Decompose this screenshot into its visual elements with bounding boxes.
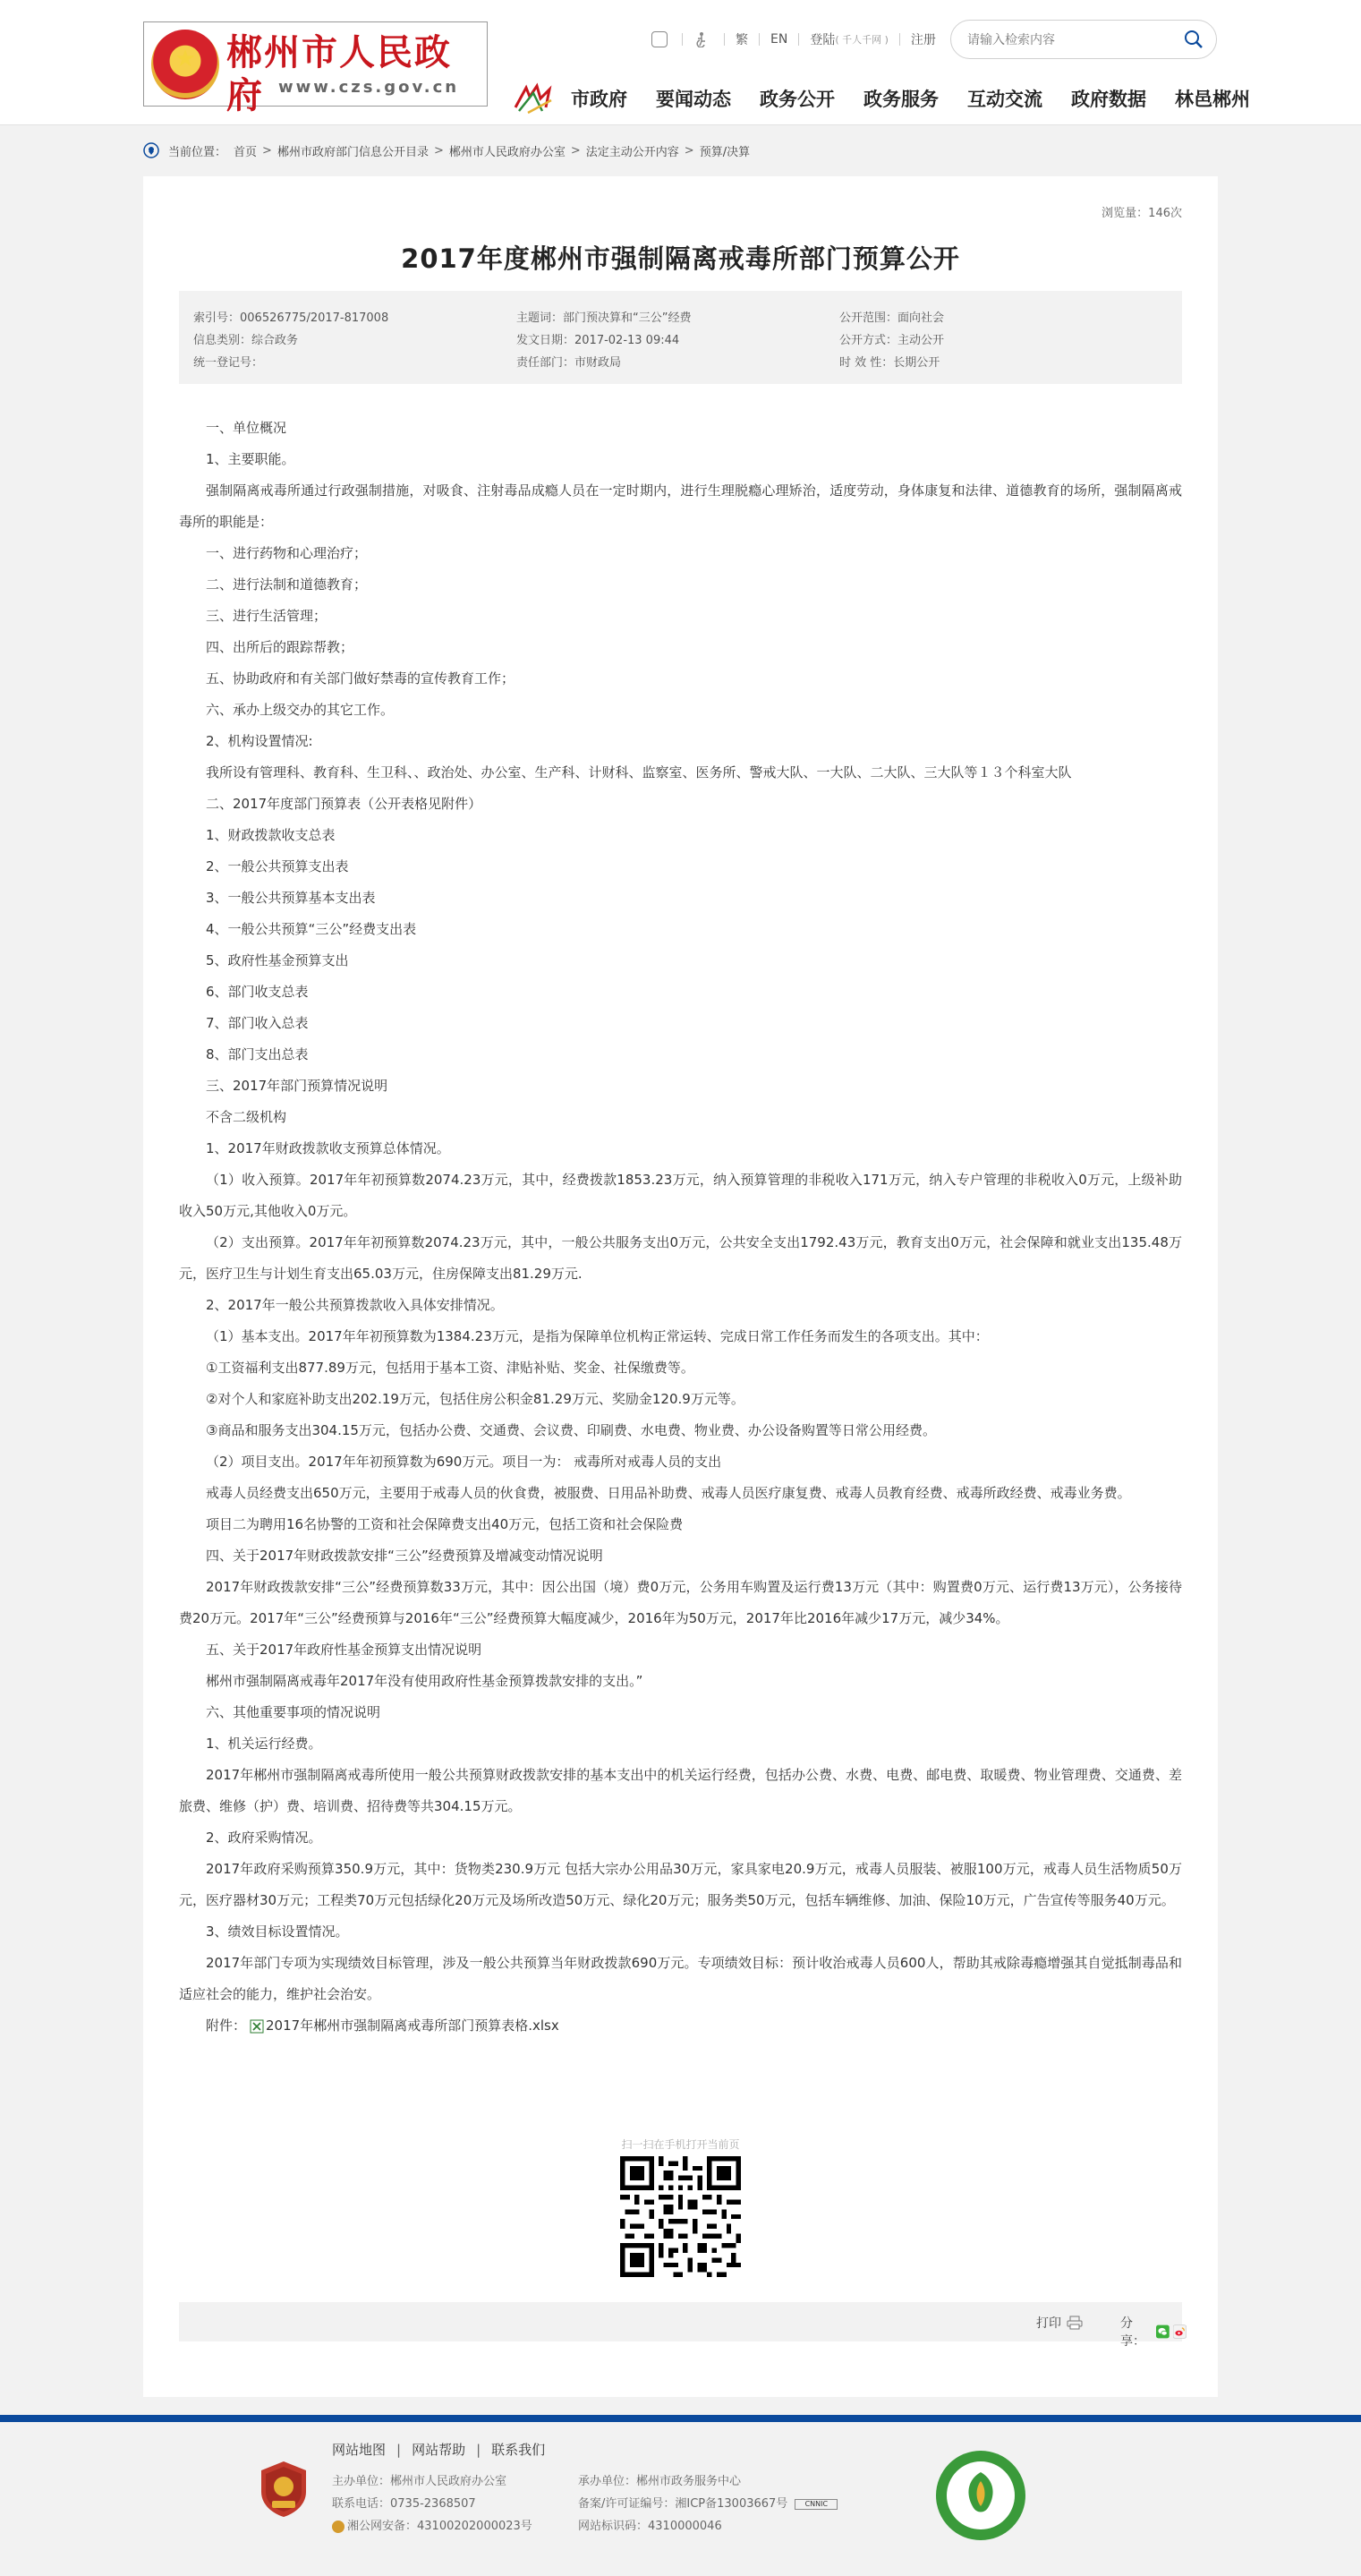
paragraph: 四、出所后的跟踪帮教； xyxy=(206,639,354,655)
footer-host: 主办单位：郴州市人民政府办公室 xyxy=(332,2475,507,2488)
paragraph: 1、机关运行经费。 xyxy=(206,1736,322,1752)
paragraph: 强制隔离戒毒所通过行政强制措施，对吸食、注射毒品成瘾人员在一定时期内，进行生理脱瘾心理矫治，适度劳动，身体康复和法律、道德教育的场所，强制隔离戒毒所的职能是： xyxy=(179,482,1182,530)
breadcrumb-item[interactable]: 郴州市人民政府办公室 xyxy=(448,145,566,159)
article-body xyxy=(179,413,1182,2042)
footer-link-help[interactable]: 网站帮助 xyxy=(412,2442,466,2458)
qr-code xyxy=(620,2156,741,2277)
site-logo[interactable] xyxy=(143,21,488,116)
paragraph: 2、一般公共预算支出表 xyxy=(206,858,349,874)
attachment-link[interactable]: 2017年郴州市强制隔离戒毒所部门预算表格.xlsx xyxy=(266,2017,559,2034)
paragraph: （1）收入预算。2017年年初预算数2074.23万元，其中，经费拨款1853.23万元，纳入预算管理的非税收入171万元，纳入专户管理的非税收入0万元，上级补助收入50万元,其他收入0万元。 xyxy=(179,1172,1182,1219)
share-label: 分享： xyxy=(1120,2316,1145,2349)
paragraph: 2017年部门专项为实现绩效目标管理，涉及一般公共预算当年财政拨款690万元。专项绩效目标：预计收治戒毒人员600人，帮助其戒除毒瘾增强其自觉抵制毒品和适应社会的能力，维护社会治安。 xyxy=(179,1955,1182,2002)
login-note: ( 千人千网 ) xyxy=(835,34,889,46)
paragraph: 3、绩效目标设置情况。 xyxy=(206,1923,349,1940)
printer-icon xyxy=(1067,2315,1083,2331)
nav-item-data[interactable]: 政府数据 xyxy=(1071,89,1146,110)
search-icon[interactable] xyxy=(1184,30,1204,49)
breadcrumb-item[interactable]: 首页 xyxy=(234,145,258,159)
paragraph: （2）项目支出。2017年年初预算数为690万元。项目一为： 戒毒所对戒毒人员的支出 xyxy=(206,1454,722,1470)
paragraph: 项目二为聘用16名协警的工资和社会保障费支出40万元，包括工资和社会保险费 xyxy=(206,1516,684,1532)
paragraph: 2017年财政拨款安排“三公”经费预算数33万元，其中：因公出国（境）费0万元，公务用车购置及运行费13万元（其中：购置费0万元、运行费13万元），公务接待费20万元。2017年“三公”经费预算与2016年“三公”经费预算大幅度减少，2016年为50万元，2017年比2016年减少17万元，减少34%。 xyxy=(179,1579,1182,1626)
cnnic-badge-icon[interactable]: CNNIC xyxy=(795,2499,838,2510)
footer-icp xyxy=(578,2493,838,2515)
paragraph: 1、主要职能。 xyxy=(206,451,295,467)
nav-item-interaction[interactable]: 互动交流 xyxy=(967,89,1042,110)
top-links xyxy=(651,29,936,50)
paragraph: ①工资福利支出877.89万元，包括用于基本工资、津贴补贴、奖金、社保缴费等。 xyxy=(206,1360,694,1376)
lang-traditional-link[interactable]: 繁 xyxy=(736,33,748,47)
breadcrumb-label: 当前位置： xyxy=(168,145,227,159)
nav-item-city-government[interactable]: 市政府 xyxy=(571,89,627,110)
paragraph: 郴州市强制隔离戒毒年2017年没有使用政府性基金预算拨款安排的支出。” xyxy=(206,1673,643,1689)
paragraph: 3、一般公共预算基本支出表 xyxy=(206,890,376,906)
metadata-row xyxy=(193,328,1182,350)
logo-url: www.czs.gov.cn xyxy=(278,78,460,97)
paragraph: 一、单位概况 xyxy=(206,420,287,436)
icp-text[interactable]: 备案/许可证编号：湘ICP备13003667号 xyxy=(578,2497,788,2511)
paragraph: 5、政府性基金预算支出 xyxy=(206,952,349,968)
footer-links: 网站地图 | 网站帮助 | 联系我们 xyxy=(332,2441,546,2458)
paragraph: ③商品和服务支出304.15万元，包括办公费、交通费、会议费、印刷费、水电费、物业费、办公设备购置等日常公用经费。 xyxy=(206,1422,936,1438)
paragraph: 三、2017年部门预算情况说明 xyxy=(206,1078,388,1094)
article-toolbar xyxy=(179,2302,1182,2349)
footer-site-code: 网站标识码：4310000046 xyxy=(578,2520,722,2533)
paragraph: 二、进行法制和道德教育； xyxy=(206,576,368,593)
metadata-category: 信息类别：综合政务 xyxy=(193,334,299,347)
paragraph: 2017年郴州市强制隔离戒毒所使用一般公共预算财政拨款安排的基本支出中的机关运行经费，包括办公费、水费、电费、邮电费、取暖费、物业管理费、交通费、差旅费、维修（护）费、培训费、招待费等共304.15万元。 xyxy=(179,1767,1182,1814)
view-count: 浏览量：146次 xyxy=(1102,207,1182,220)
breadcrumb: 当前位置： 首页 > 郴州市政府部门信息公开目录 > 郴州市人民政府办公室 > 法定主动公开内容 > 预算/决算 xyxy=(143,140,750,161)
attachment xyxy=(179,2010,1182,2042)
paragraph: （2）支出预算。2017年年初预算数2074.23万元，其中，一般公共服务支出0万元，公共安全支出1792.43万元，教育支出0万元，社会保障和就业支出135.48万元，医疗卫生与计划生育支出65.03万元，住房保障支出81.29万元. xyxy=(179,1234,1182,1282)
metadata-subject: 主题词：部门预决算和“三公”经费 xyxy=(516,311,692,325)
footer-info-left xyxy=(332,2470,532,2538)
police-record-text: 湘公网安备：43100202000023号 xyxy=(347,2520,532,2533)
paragraph: （1）基本支出。2017年年初预算数为1384.23万元，是指为保障单位机构正常运转、完成日常工作任务而发生的各项支出。其中： xyxy=(206,1328,989,1344)
accessibility-icon[interactable] xyxy=(651,31,668,47)
paragraph: 2、政府采购情况。 xyxy=(206,1830,322,1846)
metadata-row xyxy=(193,305,1182,328)
wechat-icon[interactable] xyxy=(1156,2324,1170,2340)
civilized-city-badge-icon[interactable] xyxy=(934,2449,1027,2542)
national-emblem-icon: ★ xyxy=(151,30,219,99)
metadata-registration: 统一登记号： xyxy=(193,356,264,370)
police-badge-icon xyxy=(332,2521,345,2533)
nav-item-linyi-chenzhou[interactable]: 林邑郴州 xyxy=(1175,89,1250,110)
nav-item-services[interactable]: 政务服务 xyxy=(863,89,939,110)
paragraph: ②对个人和家庭补助支出202.19万元，包括住房公积金81.29万元、奖励金120.9万元等。 xyxy=(206,1391,744,1407)
lang-english-link[interactable]: EN xyxy=(770,32,788,47)
footer-link-contact[interactable]: 联系我们 xyxy=(491,2442,546,2458)
search-box xyxy=(950,20,1217,59)
paragraph: 1、财政拨款收支总表 xyxy=(206,827,336,843)
qr-caption: 扫一扫在手机打开当前页 xyxy=(621,2138,740,2151)
share-area xyxy=(1120,2314,1187,2350)
article-card xyxy=(143,176,1218,2397)
paragraph: 不含二级机构 xyxy=(206,1109,287,1125)
metadata-row xyxy=(193,350,1182,372)
metadata-date: 发文日期：2017-02-13 09:44 xyxy=(516,334,680,347)
breadcrumb-item[interactable]: 预算/决算 xyxy=(699,145,751,159)
site-header xyxy=(0,0,1361,125)
footer-phone: 联系电话：0735-2368507 xyxy=(332,2497,476,2511)
elderly-mode-icon[interactable] xyxy=(693,31,710,47)
metadata-validity: 时 效 性：长期公开 xyxy=(839,356,940,370)
document-metadata xyxy=(179,291,1182,384)
paragraph: 五、关于2017年政府性基金预算支出情况说明 xyxy=(206,1642,482,1658)
paragraph: 6、部门收支总表 xyxy=(206,984,309,1000)
metadata-scope: 公开范围：面向社会 xyxy=(839,311,945,325)
footer-police-record[interactable] xyxy=(332,2515,532,2538)
site-footer xyxy=(0,2422,1361,2576)
city-mark-icon xyxy=(510,81,562,116)
logo-title: 郴州市人民政府 xyxy=(226,31,452,116)
paragraph: 四、关于2017年财政拨款安排“三公”经费预算及增减变动情况说明 xyxy=(206,1548,603,1564)
paragraph: 7、部门收入总表 xyxy=(206,1015,309,1031)
paragraph: 2、2017年一般公共预算拨款收入具体安排情况。 xyxy=(206,1297,504,1313)
metadata-department: 责任部门：市财政局 xyxy=(516,356,622,370)
print-label: 打印 xyxy=(1036,2316,1061,2331)
footer-undertaker: 承办单位：郴州市政务服务中心 xyxy=(578,2475,742,2488)
register-link[interactable]: 注册 xyxy=(910,33,936,47)
paragraph: 一、进行药物和心理治疗； xyxy=(206,545,368,561)
paragraph: 六、承办上级交办的其它工作。 xyxy=(206,702,395,718)
location-pin-icon xyxy=(143,142,159,158)
breadcrumb-item[interactable]: 法定主动公开内容 xyxy=(585,145,679,159)
paragraph: 2、机构设置情况: xyxy=(206,733,313,749)
paragraph: 二、2017年度部门预算表（公开表格见附件） xyxy=(206,796,482,812)
metadata-index-number: 索引号：006526775/2017-817008 xyxy=(193,311,389,325)
footer-info-right xyxy=(578,2470,838,2538)
metadata-method: 公开方式：主动公开 xyxy=(839,334,945,347)
paragraph: 戒毒人员经费支出650万元，主要用于戒毒人员的伙食费，被服费、日用品补助费、戒毒人员医疗康复费、戒毒人员教育经费、戒毒所政经费、戒毒业务费。 xyxy=(206,1485,1131,1501)
login-link[interactable]: 登陆 xyxy=(810,33,836,47)
print-button[interactable] xyxy=(1036,2314,1083,2332)
nav-item-open-government[interactable]: 政务公开 xyxy=(760,89,835,110)
paragraph: 三、进行生活管理； xyxy=(206,608,327,624)
page-title: 2017年度郴州市强制隔离戒毒所部门预算公开 xyxy=(401,243,960,274)
breadcrumb-item[interactable]: 郴州市政府部门信息公开目录 xyxy=(276,145,429,159)
excel-file-icon xyxy=(250,2019,264,2034)
footer-link-sitemap[interactable]: 网站地图 xyxy=(332,2442,387,2458)
paragraph: 我所设有管理科、教育科、生卫科、、政治处、办公室、生产科、计财科、监察室、医务所、警戒大队、一大队、二大队、三大队等１３个科室大队 xyxy=(206,764,1072,780)
weibo-icon[interactable] xyxy=(1173,2324,1187,2340)
main-nav xyxy=(510,81,1250,116)
paragraph: 1、2017年财政拨款收支预算总体情况。 xyxy=(206,1140,450,1156)
paragraph: 2017年政府采购预算350.9万元，其中：货物类230.9万元 包括大宗办公用品30万元，家具家电20.9万元，戒毒人员服装、被服100万元，戒毒人员生活物质50万元，医疗器材30万元；工程类70万元包括绿化20万元及场所改造50万元、绿化20万元；服务类50万元，包括车辆维修、加油、保险10万元，广告宣传等服务40万元。 xyxy=(179,1861,1182,1908)
paragraph: 8、部门支出总表 xyxy=(206,1046,309,1062)
paragraph: 五、协助政府和有关部门做好禁毒的宣传教育工作； xyxy=(206,670,515,687)
search-input[interactable] xyxy=(965,30,1162,49)
government-site-badge-icon[interactable] xyxy=(258,2460,310,2519)
nav-item-news[interactable]: 要闻动态 xyxy=(656,89,731,110)
attachment-label: 附件： xyxy=(206,2017,247,2034)
paragraph: 4、一般公共预算“三公”经费支出表 xyxy=(206,921,417,937)
paragraph: 六、其他重要事项的情况说明 xyxy=(206,1704,381,1720)
footer-divider xyxy=(0,2415,1361,2422)
